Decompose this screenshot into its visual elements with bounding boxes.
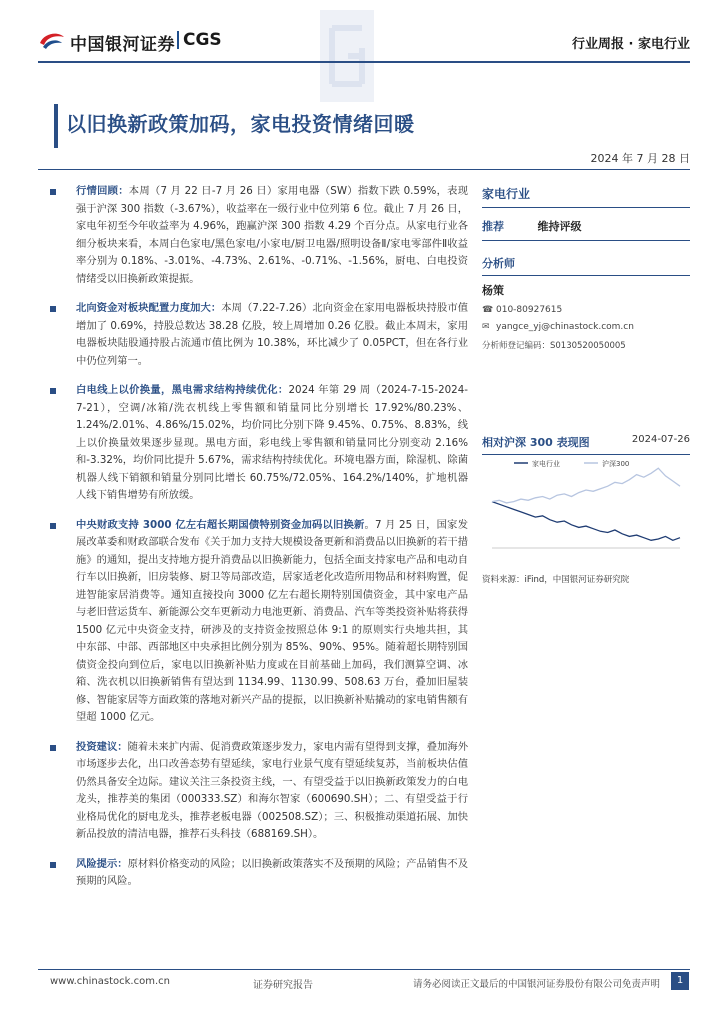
title-accent-bar — [54, 104, 58, 148]
rating-row — [482, 218, 690, 241]
analyst-email — [482, 322, 690, 332]
mail-icon: ✉ — [482, 322, 490, 332]
analyst-phone — [482, 305, 690, 315]
bullet-lead: 北向资金对板块配置力度加大： — [76, 302, 222, 314]
chart-source: 资料来源：iFind，中国银河证券研究院 — [482, 575, 630, 585]
bullet-risk — [50, 856, 468, 891]
bullet-text: 本周（7 月 22 日-7 月 26 日）家用电器（SW）指数下跌 0.59%，表现强于沪深 300 指数（-3.67%），收益率在一级行业中位列第 6 位。截止 7 月 26 日，家电年初至今年收益率为 4.96%，跑赢沪深 300 指数 4.29 个百分点。从家电行业各细分板块来看，本周白色家电/黑色家电/小家电/厨卫电器/照明设备Ⅱ/家电零部件Ⅱ收益率分别为 0.18%、-3.01%、-4.73%、2.61%、-0.71%、-1.56%，厨电、白电投资情绪受以旧换新政策提振。 — [76, 185, 468, 285]
sidebar — [482, 185, 690, 351]
company-name: 中国银河证券 — [70, 35, 175, 55]
main-content — [50, 183, 468, 903]
bullet-lead: 白电线上以价换量，黑电需求结构持续优化： — [76, 384, 289, 396]
bullet-market-review — [50, 183, 468, 288]
industry-label: 家电行业 — [482, 185, 690, 208]
footer-divider — [38, 969, 690, 970]
bullet-square-icon — [50, 306, 56, 312]
watermark-logo — [318, 8, 376, 104]
chart-title: 相对沪深 300 表现图 — [482, 436, 590, 449]
analyst-name: 杨策 — [482, 284, 504, 297]
bullet-investment-advice — [50, 739, 468, 844]
bullet-text: 2024 年第 29 周（2024-7-15-2024-7-21），空调/冰箱/洗衣机线上零售额和销量同比分别增长 17.92%/80.23%、1.24%/2.01%、4.86%/15.02%，均价同比分别下降 9.45%、0.75%、8.83%，线上以价换量效果逐步显现。黑电方面，彩电线上零售额和销量同比分别变动 2.16%和-3.32%，均价同比提升 5.67%，需求结构持续优化。环境电器方面，除湿机、除菌机器人线下销额和销量分别同比增长 60.75%/72.05%、164.2%/140%，扩地机器人线下销售增势有所放缓。 — [76, 384, 468, 501]
date-divider — [38, 169, 690, 170]
bullet-lead: 中央财政支持 3000 亿左右超长期国债特别资金加码以旧换新 — [76, 518, 365, 531]
chart-series-line-0 — [492, 502, 680, 541]
footer-report-type: 证券研究报告 — [253, 980, 313, 991]
phone-number: 010-80927615 — [496, 305, 563, 315]
chart-date: 2024-07-26 — [631, 434, 690, 445]
bullet-square-icon — [50, 523, 56, 529]
chart-header — [482, 434, 690, 455]
bullet-lead: 行情回顾： — [76, 185, 129, 197]
bullet-northbound — [50, 300, 468, 370]
logo-icon — [38, 31, 66, 51]
brand-name: CGS — [183, 30, 222, 50]
chart-series-line-1 — [492, 468, 680, 503]
bullet-text: 原材料价格变动的风险；以旧换新政策落实不及预期的风险；产品销售不及预期的风险。 — [76, 857, 469, 887]
footer-disclaimer: 请务必阅读正文最后的中国银河证券股份有限公司免责声明 — [413, 979, 661, 990]
email-address[interactable]: yangce_yj@chinastock.com.cn — [496, 322, 634, 332]
bullet-square-icon — [50, 388, 56, 394]
report-category: 行业周报 · 家电行业 — [572, 37, 690, 52]
analyst-label: 分析师 — [482, 255, 690, 276]
page-title: 以旧换新政策加码，家电投资情绪回暖 — [66, 112, 415, 136]
header-divider — [38, 61, 690, 63]
report-date: 2024 年 7 月 28 日 — [590, 152, 690, 165]
analyst-registration: 分析师登记编码：S0130520050005 — [482, 341, 626, 351]
phone-icon: ☎ — [482, 305, 494, 315]
bullet-text: 。7 月 25 日，国家发展改革委和财政部联合发布《关于加力支持大规模设备更新和消费品以旧换新的若干措施》的通知，提出支持地方提升消费品以旧换新能力，包括全面支持家电产品和电动自行车以旧换新，旧房装修、厨卫等局部改造，居家适老化改造所用物品和材料购置，促进智能家居消费等。通知直接投向 3000 亿左右超长期特别国债资金，其中家电产品与老旧营运货车、新能源公交车更新动力电池更新、消费品、汽车等类投资补贴将获得 1500 亿元中央资金支持，研涉及的支持资金按照总体 9:1 的原则实行央地共担，其中东部、中部、西部地区中央承担比例分别为 85%、90%、95%。随着超长期特别国债资金投向到位后，家电以旧换新补贴力度或在目前基础上加码，我们测算空调、冰箱、洗衣机以旧换新销售有望达到 1134.99、1130.99、508.63 万台，叠加旧屋装修、智能家居等方面政策的落地对新兴产品的提振，以旧换新补贴撬动的家电销售额有望超 1000 亿元。 — [76, 518, 468, 723]
rating-value: 维持评级 — [537, 220, 582, 233]
bullet-text: 本周（7.22-7.26）北向资金在家用电器板块持股市值增加了 0.69%，持股总数达 38.28 亿股，较上周增加 0.26 亿股。截止本周末，家用电器板块陆股通持股占流通市值比例为 10.38%，环比减少了 0.05PCT，但在各行业中仍位列第一。 — [76, 302, 469, 367]
bullet-square-icon — [50, 862, 56, 868]
bullet-text: 随着未来扩内需、促消费政策逐步发力，家电内需有望得到支撑，叠加海外市场逐步去化，出口改善态势有望延续，家电行业景气度有望延续复苏，当前板块估值仍然具备安全边际。建议关注三条投资主线，一、有望受益于以旧换新政策发力的白电龙头，推荐美的集团（000333.SZ）和海尔智家（600690.SH）；二、有望受益于行业格局优化的厨电龙头，推荐老板电器（002508.SZ）；三、积极推动渠道拓展、加快新品投放的清洁电器，推荐石头科技（688169.SH）。 — [76, 740, 469, 840]
bullet-square-icon — [50, 189, 56, 195]
bullet-square-icon — [50, 745, 56, 751]
chart-legend-label: 家电行业 — [532, 460, 560, 468]
footer-url[interactable]: www.chinastock.com.cn — [50, 976, 170, 987]
logo-divider — [177, 31, 179, 49]
bullet-central-finance — [50, 517, 468, 727]
performance-chart — [482, 455, 690, 570]
rating-key: 推荐 — [482, 220, 504, 233]
page-number: 1 — [671, 972, 689, 990]
chart-legend-label: 沪深300 — [602, 460, 630, 468]
bullet-lead: 投资建议： — [76, 740, 128, 753]
bullet-white-goods — [50, 382, 468, 505]
bullet-lead: 风险提示： — [76, 857, 128, 870]
